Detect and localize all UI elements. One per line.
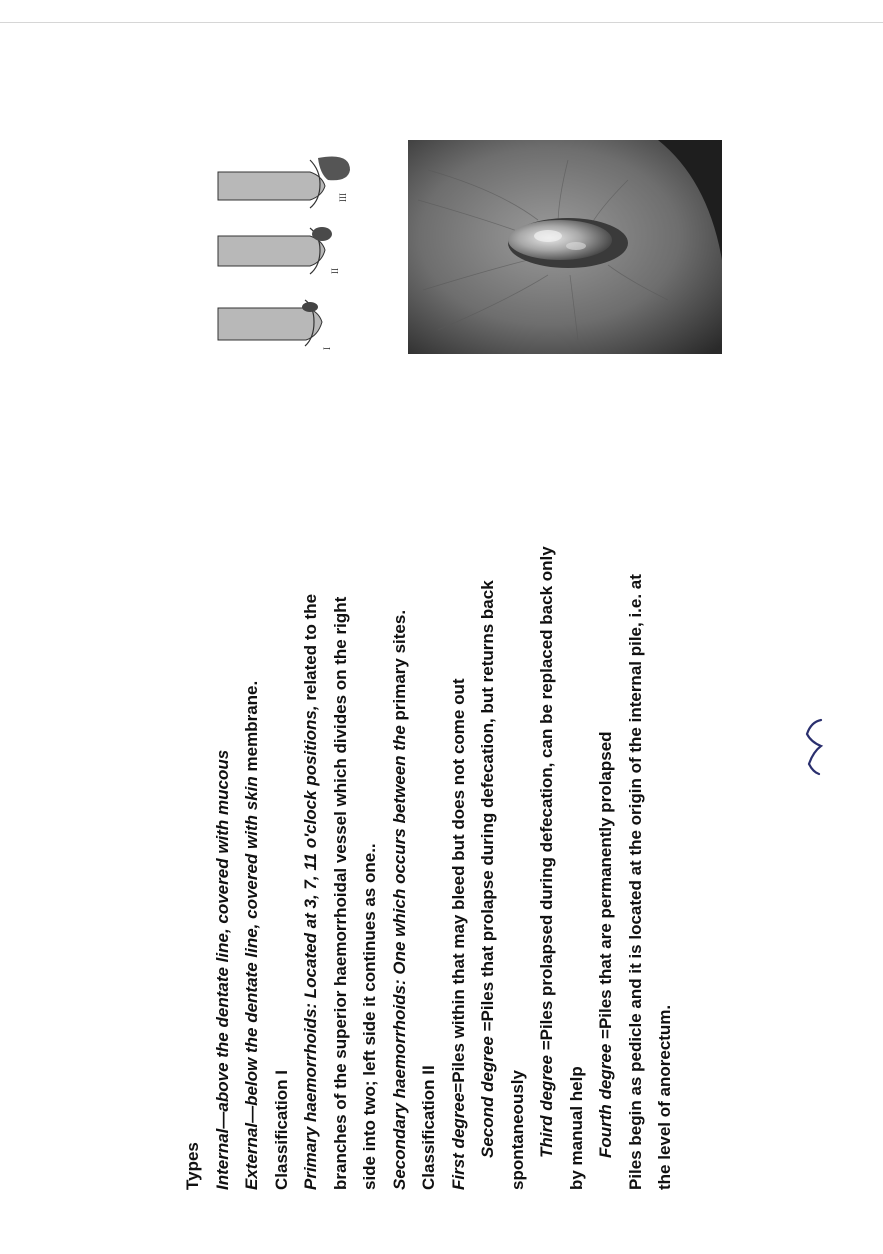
handwritten-page-number	[783, 712, 843, 782]
line-closing-1: Piles begin as pedicle and it is located at the origin of the internal pile, i.e. at	[625, 574, 645, 1190]
diagram-canal-3	[218, 157, 350, 209]
heading-types: Types	[183, 1142, 202, 1190]
line-fourth-degree: Fourth degree =Piles that are permanently prolapsed	[596, 731, 615, 1158]
scan-edge-line	[0, 22, 883, 23]
line-primary-1: Primary haemorrhoids: Located at 3, 7, 11 o'clock positions, related to the	[301, 593, 320, 1190]
line-external: External—below the dentate line, covered with skin membrane.	[242, 680, 261, 1190]
handwritten-page-number-text: 2	[783, 712, 784, 713]
heading-classification-1: Classification I	[271, 1070, 291, 1190]
piles-degree-diagram	[210, 150, 360, 380]
line-closing-2: the level of anorectum.	[655, 1004, 674, 1190]
diagram-label-3: III	[338, 193, 348, 202]
line-third-degree-cont: by manual help	[566, 1066, 586, 1190]
line-third-degree: Third degree =Piles prolapsed during defecation, can be replaced back only	[537, 546, 556, 1158]
clinical-photo	[408, 140, 722, 354]
diagram-label-2: II	[330, 268, 340, 274]
diagram-label-1: I	[322, 347, 332, 350]
heading-classification-2: Classification II	[419, 1065, 438, 1190]
line-first-degree: First degree=Piles within that may bleed but does not come out	[448, 678, 468, 1190]
line-second-degree: Second degree =Piles that prolapse during defecation, but returns back	[478, 580, 497, 1158]
line-second-degree-cont: spontaneously	[507, 1070, 527, 1190]
diagram-canal-1	[218, 300, 332, 350]
line-primary-3: side into two; left side it continues as one..	[360, 843, 379, 1190]
line-secondary: Secondary haemorrhoids: One which occurs between the primary sites.	[389, 609, 409, 1190]
diagram-canal-2	[218, 227, 340, 274]
line-primary-2: branches of the superior haemorrhoidal vessel which divides on the right	[330, 596, 350, 1190]
line-internal: Internal—above the dentate line, covered with mucous	[212, 749, 232, 1190]
